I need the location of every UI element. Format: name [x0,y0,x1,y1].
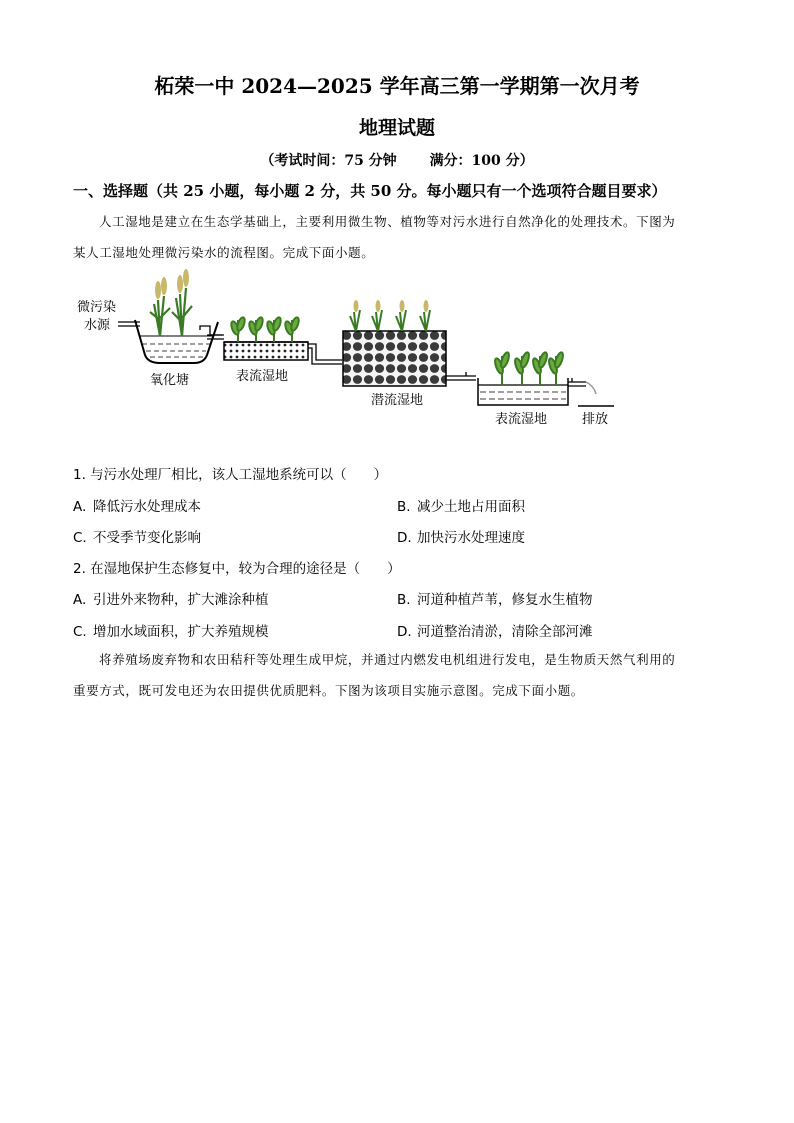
pipe-1 [200,326,222,335]
passage-1 [73,206,723,268]
exam-title: 柘荣一中 2024—2025 学年高三第一学期第一次月考 [154,74,640,98]
question-1-option-b[interactable]: B. 减少土地占用面积 [397,499,525,515]
outflow-pipe [568,378,586,386]
exam-time: （考试时间：75 分钟 [260,153,397,169]
pipe-3 [446,376,476,380]
question-1-option-c[interactable]: C. 不受季节变化影响 [73,530,201,546]
section-heading: 一、选择题（共 25 小题，每小题 2 分，共 50 分。每小题只有一个选项符合题目要求） [73,182,667,200]
passage-2-line-1: 将养殖场废弃物和农田秸秆等处理生成甲烷，并通过内燃发电机组进行发电，是生物质天然气利用的 [99,652,676,667]
inflow-pipe [118,322,140,326]
oxidation-pond [135,269,218,363]
passage-1-line-2: 某人工湿地处理微污染水的流程图。完成下面小题。 [73,245,375,260]
question-2-option-d[interactable]: D. 河道整治清淤，清除全部河滩 [397,624,593,640]
surface-wetland-1 [224,316,308,360]
surface-wetland-2-label: 表流湿地 [495,412,548,427]
question-1-option-a[interactable]: A. 降低污水处理成本 [73,499,201,515]
question-2-stem: 2. 在湿地保护生态修复中，较为合理的途径是（ ） [73,561,401,577]
question-1-stem: 1. 与污水处理厂相比，该人工湿地系统可以（ ） [73,467,388,483]
question-2-option-a[interactable]: A. 引进外来物种，扩大滩涂种植 [73,592,269,608]
question-1-option-d[interactable]: D. 加快污水处理速度 [397,530,525,546]
exam-info [0,150,794,170]
source-label-2: 水源 [84,318,111,333]
source-label-1: 微污染 [77,300,117,315]
passage-2 [73,644,723,706]
passage-2-line-2: 重要方式，既可发电还为农田提供优质肥料。下图为该项目实施示意图。完成下面小题。 [73,683,584,698]
full-score: 满分：100 分） [429,153,534,169]
subsurface-wetland [343,300,446,386]
subsurface-wetland-label: 潜流湿地 [371,393,424,408]
surface-wetland-2 [478,351,568,405]
question-2-option-b[interactable]: B. 河道种植芦苇，修复水生植物 [397,592,593,608]
discharge-label: 排放 [582,412,609,427]
surface-wetland-1-label: 表流湿地 [236,369,289,384]
passage-1-line-1: 人工湿地是建立在生态学基础上，主要利用微生物、植物等对污水进行自然净化的处理技术。下图为 [99,214,676,229]
subject-title: 地理试题 [358,117,435,139]
pipe-2 [308,344,342,364]
pond-label: 氧化塘 [150,373,190,388]
question-2-option-c[interactable]: C. 增加水域面积，扩大养殖规模 [73,624,269,640]
